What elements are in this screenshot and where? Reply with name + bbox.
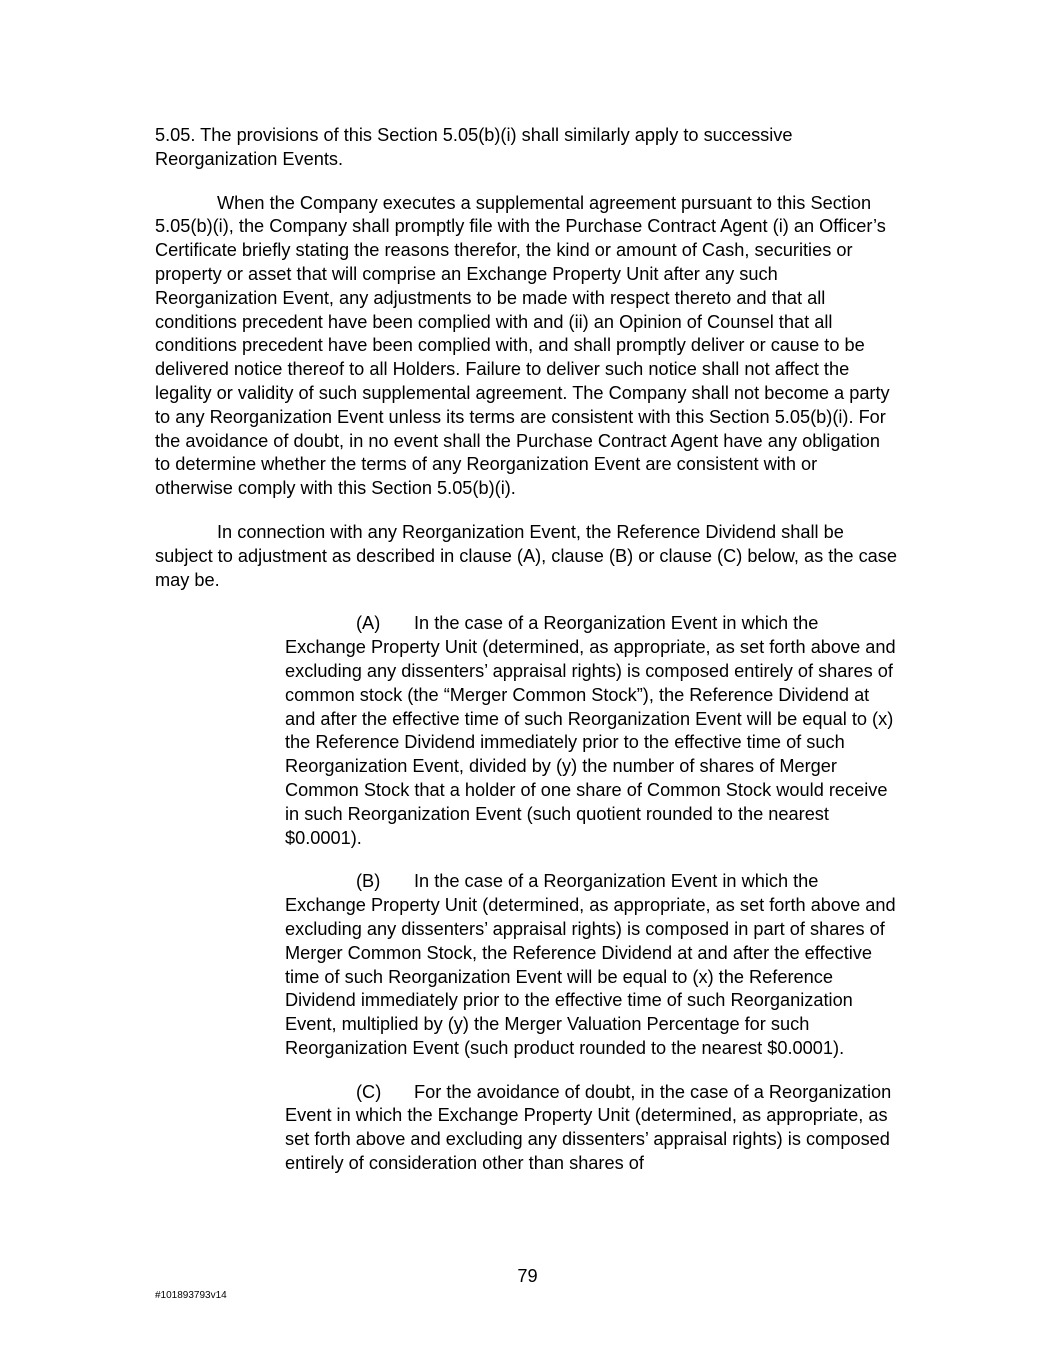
paragraph-continuation: 5.05. The provisions of this Section 5.05(b)(i) shall similarly apply to successive Reorganization Events. (155, 125, 793, 169)
clause-b (285, 870, 900, 1060)
document-body (155, 124, 900, 1196)
paragraph-supplemental-agreement: When the Company executes a supplemental agreement pursuant to this Section 5.05(b)(i), the Company shall promptly file with the Purchase Contract Agent (i) an Officer’s Certificate briefly stating the reasons therefor, the kind or amount of Cash, securities or property or asset that will comprise an Exchange Property Unit after any such Reorganization Event, any adjustments to be made with respect thereto and that all conditions precedent have been complied with and (ii) an Opinion of Counsel that all conditions precedent have been complied with, and shall promptly deliver or cause to be delivered notice thereof to all Holders. Failure to deliver such notice shall not affect the legality or validity of such supplemental agreement. The Company shall not become a party to any Reorganization Event unless its terms are consistent with this Section 5.05(b)(i). For the avoidance of doubt, in no event shall the Purchase Contract Agent have any obligation to determine whether the terms of any Reorganization Event are consistent with or otherwise comply with this Section 5.05(b)(i). (155, 192, 890, 499)
clause-c-text: For the avoidance of doubt, in the case of a Reorganization Event in which the Exchange Property Unit (determined, as appropriate, as set forth above and excluding any dissenters’ appraisal rights) is composed entirely of consideration other than shares of (285, 1081, 892, 1174)
clause-c (285, 1081, 900, 1176)
clause-a-label: (A) (356, 613, 381, 634)
clause-a (285, 612, 900, 850)
clause-c-label: (C) (356, 1081, 382, 1102)
clause-a-text: In the case of a Reorganization Event in which the Exchange Property Unit (determined, as appropriate, as set forth above and excluding any dissenters’ appraisal rights) is composed entirely of shares of common stock (the “Merger Common Stock”), the Reference Dividend at and after the effective time of such Reorganization Event will be equal to (x) the Reference Dividend immediately prior to the effective time of such Reorganization Event, divided by (y) the number of shares of Merger Common Stock that a holder of one share of Common Stock would receive in such Reorganization Event (such quotient rounded to the nearest $0.0001). (285, 613, 896, 848)
clause-b-label: (B) (356, 871, 381, 892)
page-number: 79 (517, 1266, 538, 1286)
clause-b-text: In the case of a Reorganization Event in which the Exchange Property Unit (determined, as appropriate, as set forth above and excluding any dissenters’ appraisal rights) is composed in part of shares of Merger Common Stock, the Reference Dividend at and after the effective time of such Reorganization Event will be equal to (x) the Reference Dividend immediately prior to the effective time of such Reorganization Event, multiplied by (y) the Merger Valuation Percentage for such Reorganization Event (such product rounded to the nearest $0.0001). (285, 871, 896, 1058)
document-id: #101893793v14 (155, 1290, 227, 1301)
paragraph-reference-dividend: In connection with any Reorganization Event, the Reference Dividend shall be subject to adjustment as described in clause (A), clause (B) or clause (C) below, as the case may be. (155, 521, 897, 590)
